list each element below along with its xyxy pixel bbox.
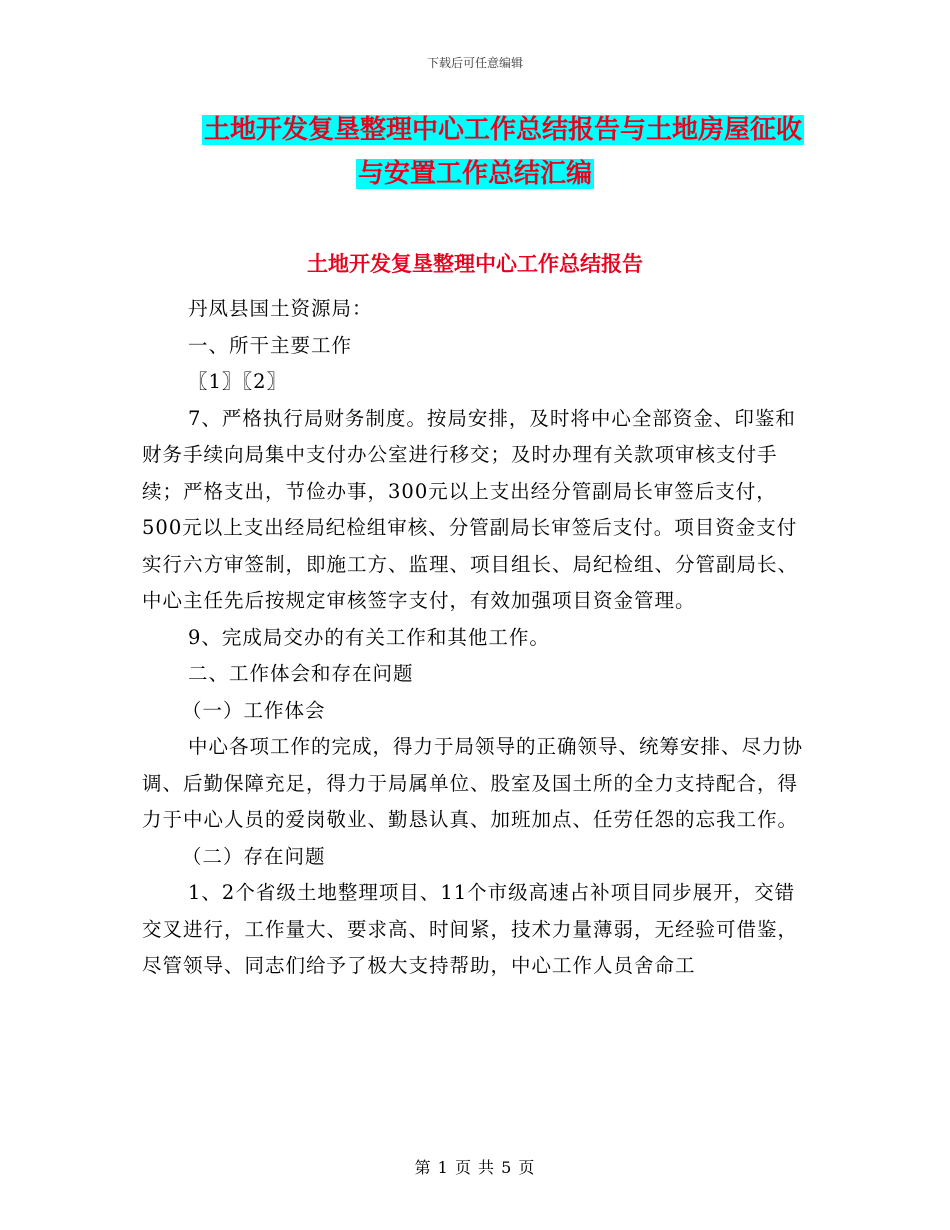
subheading-problems: （二）存在问题 xyxy=(182,844,326,868)
addressee: 丹凤县国土资源局： xyxy=(188,297,373,320)
document-title-text-2: 与安置工作总结汇编 xyxy=(357,159,592,189)
document-title-text-1: 土地开发复垦整理中心工作总结报告与土地房屋征收 xyxy=(203,115,802,145)
heading-main-work: 一、所干主要工作 xyxy=(188,333,353,357)
paragraph-experience: 中心各项工作的完成，得力于局领导的正确领导、统筹安排、尽力协调、后勤保障充足，得力于局属单位、股室及国土所的全力支持配合，得力于中心人员的爱岗敬业、勤恳认真、加班加点、任劳任怨的忘我工作。 xyxy=(142,735,804,831)
document-title-line-2 xyxy=(0,156,950,192)
document-title-line-1 xyxy=(28,112,950,148)
header-note: 下载后可任意编辑 xyxy=(426,56,523,70)
reference-marks: 〖1〗〖2〗 xyxy=(188,370,288,393)
section-title: 土地开发复垦整理中心工作总结报告 xyxy=(307,252,643,276)
document-body xyxy=(142,291,810,985)
paragraph-item-7: 7、严格执行局财务制度。按局安排，及时将中心全部资金、印鉴和财务手续向局集中支付办公室进行移交；及时办理有关款项审核支付手续；严格支出，节俭办事，300元以上支出经分管副局长审签后支付，500元以上支出经局纪检组审核、分管副局长审签后支付。项目资金支付实行六方审签制，即施工方、监理、项目组长、局纪检组、分管副局长、中心主任先后按规定审核签字支付，有效加强项目资金管理。 xyxy=(142,406,799,612)
subheading-experience: （一）工作体会 xyxy=(182,698,326,722)
heading-experience-problems: 二、工作体会和存在问题 xyxy=(188,662,414,685)
paragraph-problem-1: 1、2个省级土地整理项目、11个市级高速占补项目同步展开，交错交叉进行，工作量大、要求高、时间紧，技术力量薄弱，无经验可借鉴，尽管领导、同志们给予了极大支持帮助，中心工作人员舍命工 xyxy=(142,881,799,977)
page-number: 第 1 页 共 5 页 xyxy=(414,1158,536,1177)
paragraph-item-9: 9、完成局交办的有关工作和其他工作。 xyxy=(188,625,550,649)
